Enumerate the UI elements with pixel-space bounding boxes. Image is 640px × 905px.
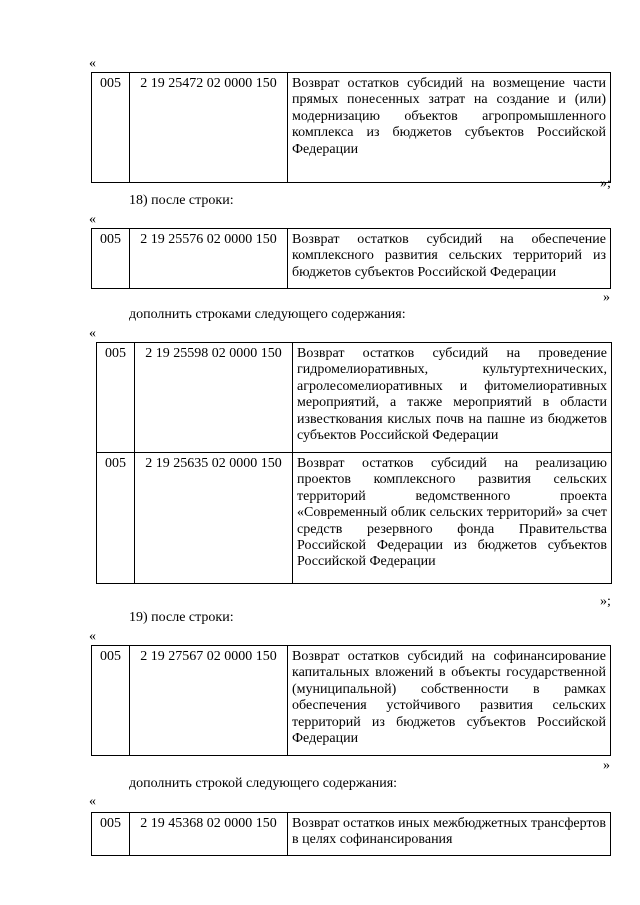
instruction-paragraph-add-row: дополнить строкой следующего содержания: [129,776,398,791]
opening-quote: « [89,212,96,227]
budget-code-cell: 2 19 27567 02 0000 150 [130,646,288,756]
admin-code-cell: 005 [92,646,130,756]
admin-code-cell: 005 [92,813,130,856]
budget-code-cell: 2 19 25576 02 0000 150 [130,229,288,289]
admin-code-cell: 005 [97,343,135,453]
budget-code-cell: 2 19 25635 02 0000 150 [135,453,293,584]
table-row [92,73,611,183]
table-row [92,229,611,289]
budget-code-cell: 2 19 25598 02 0000 150 [135,343,293,453]
closing-quote: »; [600,176,611,191]
income-name-cell: Возврат остатков иных межбюджетных трансфертов в целях софинансирования [288,813,611,856]
opening-quote: « [89,326,96,341]
instruction-paragraph-19: 19) после строки: [129,610,234,625]
opening-quote: « [89,629,96,644]
income-name-cell: Возврат остатков субсидий на проведение гидромелиоративных, культуртехнических, агролесомелиоративных и фитомелиоративных мероприятий, а также мероприятий в области известкования кислых почв на пашне из бюджетов субъектов Российской Федерации [293,343,612,453]
admin-code-cell: 005 [97,453,135,584]
closing-quote: » [603,290,610,305]
closing-quote: »; [600,594,611,609]
table-block-4 [91,645,611,756]
budget-code-cell: 2 19 25472 02 0000 150 [130,73,288,183]
budget-code-cell: 2 19 45368 02 0000 150 [130,813,288,856]
instruction-paragraph-add-rows: дополнить строками следующего содержания: [129,307,406,322]
table-block-2 [91,228,611,289]
admin-code-cell: 005 [92,229,130,289]
income-name-cell: Возврат остатков субсидий на возмещение части прямых понесенных затрат на создание и (или) модернизацию объектов агропромышленного комплекса из бюджетов субъектов Российской Федерации [288,73,611,183]
table-row [92,813,611,856]
table-row [92,646,611,756]
income-name-cell: Возврат остатков субсидий на реализацию проектов комплексного развития сельских территорий ведомственного проекта «Современный облик сельских территорий» за счет средств резервного фонда Правительства Российской Федерации из бюджетов субъектов Российской Федерации [293,453,612,584]
opening-quote: « [89,56,96,71]
table-block-1 [91,72,611,183]
admin-code-cell: 005 [92,73,130,183]
instruction-paragraph-18: 18) после строки: [129,193,234,208]
closing-quote: » [603,758,610,773]
table-block-5 [91,812,611,856]
table-row [97,453,612,584]
table-block-3 [96,342,612,584]
opening-quote: « [89,794,96,809]
income-name-cell: Возврат остатков субсидий на обеспечение комплексного развития сельских территорий из бюджетов субъектов Российской Федерации [288,229,611,289]
table-row [97,343,612,453]
income-name-cell: Возврат остатков субсидий на софинансирование капитальных вложений в объекты государственной (муниципальной) собственности в рамках обеспечения устойчивого развития сельских территорий из бюджетов субъектов Российской Федерации [288,646,611,756]
